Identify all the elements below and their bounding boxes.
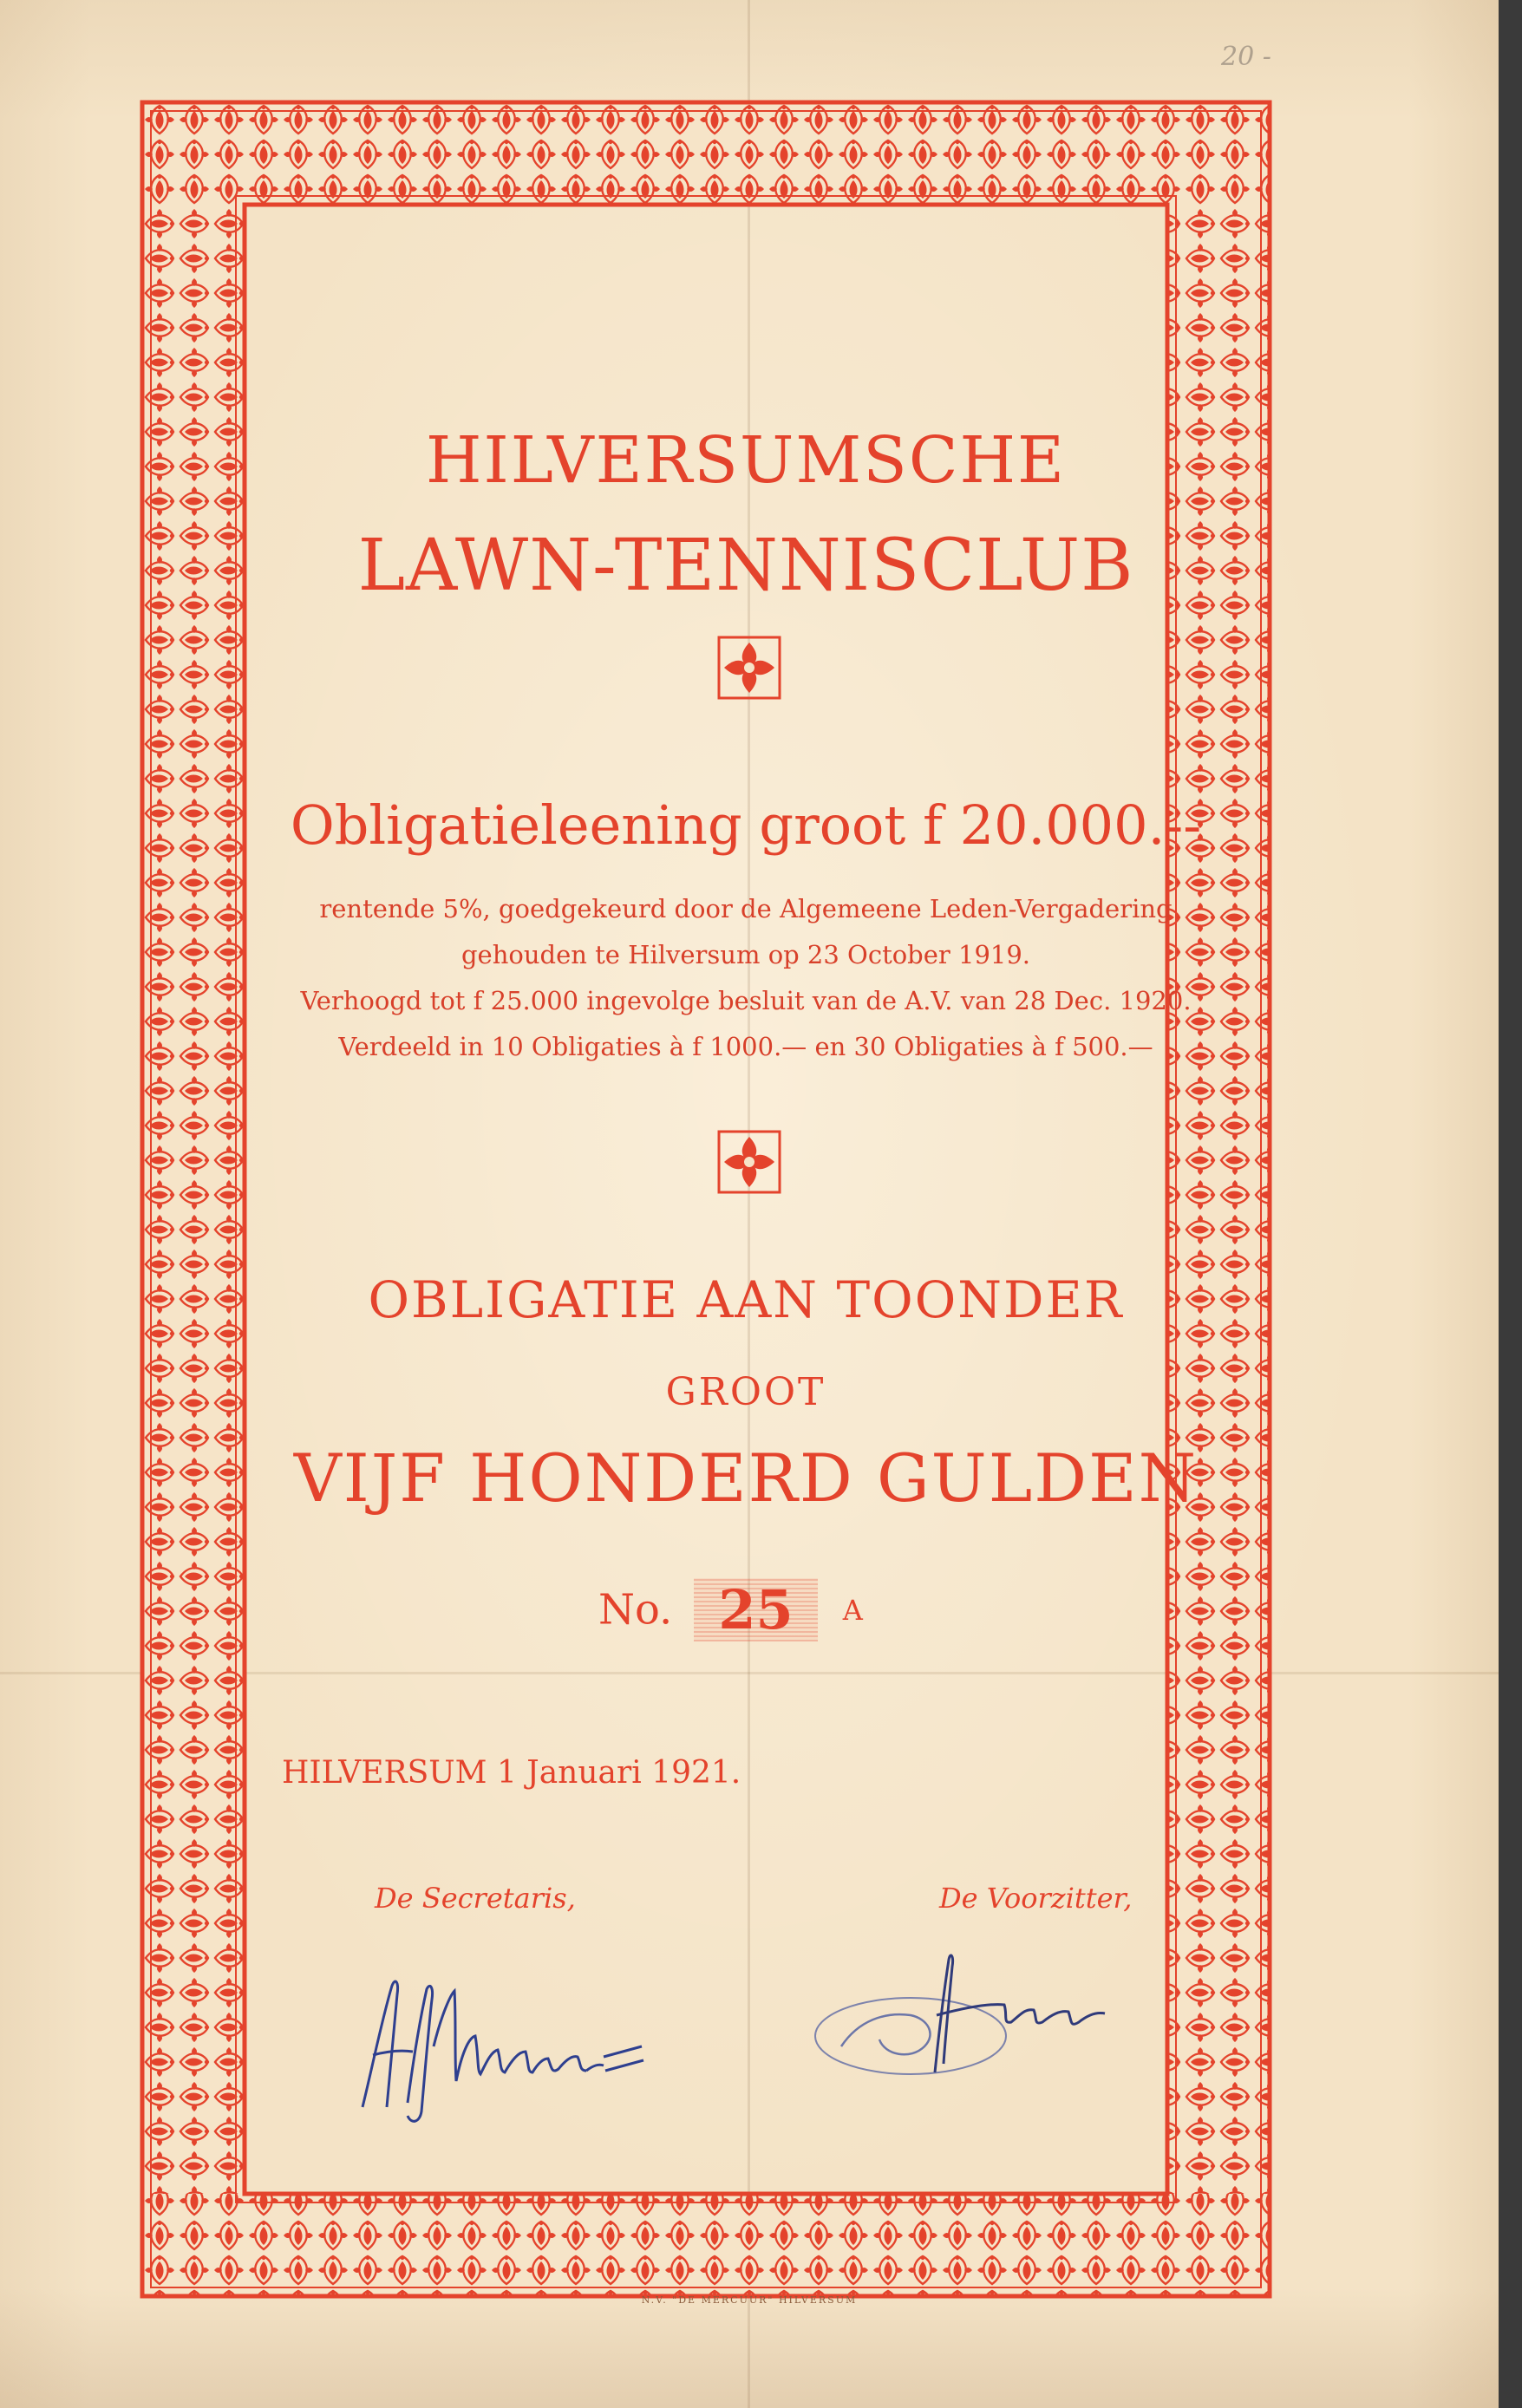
terms-line: Verdeeld in 10 Obligaties à f 1000.— en 30 Obligaties à f 500.—	[338, 1032, 1153, 1061]
ornament-icon	[717, 636, 781, 700]
number-suffix: A	[842, 1593, 863, 1627]
secretary-label: De Secretaris,	[375, 1882, 576, 1915]
loan-terms	[243, 886, 1249, 1070]
loan-title: Obligatieleening groot f 20.000.--	[290, 793, 1202, 857]
club-name-line2: LAWN-TENNISCLUB	[357, 525, 1134, 607]
place-date: HILVERSUM 1 Januari 1921.	[282, 1755, 741, 1791]
terms-line: rentende 5%, goedgekeurd door de Algemeene Leden-Vergadering	[319, 894, 1173, 923]
ornament-icon	[717, 1130, 781, 1194]
terms-line: gehouden te Hilversum op 23 October 1919.	[461, 940, 1031, 969]
bond-denomination: VIJF HONDERD GULDEN	[293, 1439, 1199, 1517]
chairman-label: De Voorzitter,	[939, 1882, 1133, 1915]
club-name-line1: HILVERSUMSCHE	[426, 423, 1066, 498]
number-label: No.	[598, 1585, 673, 1635]
chairman-signature	[807, 1925, 1136, 2098]
terms-line: Verhoogd tot f 25.000 ingevolge besluit van de A.V. van 28 Dec. 1920.	[300, 986, 1192, 1015]
bearer-bond-heading: OBLIGATIE AAN TOONDER	[368, 1270, 1124, 1329]
number-value: 25	[694, 1578, 817, 1641]
secretary-signature	[347, 1925, 659, 2133]
printer-mark: N.V. "DE MERCUUR" HILVERSUM	[641, 2294, 858, 2306]
bearer-bond-groot: GROOT	[665, 1370, 826, 1414]
bond-number	[598, 1578, 863, 1648]
pencil-note: 20 -	[1221, 42, 1271, 72]
